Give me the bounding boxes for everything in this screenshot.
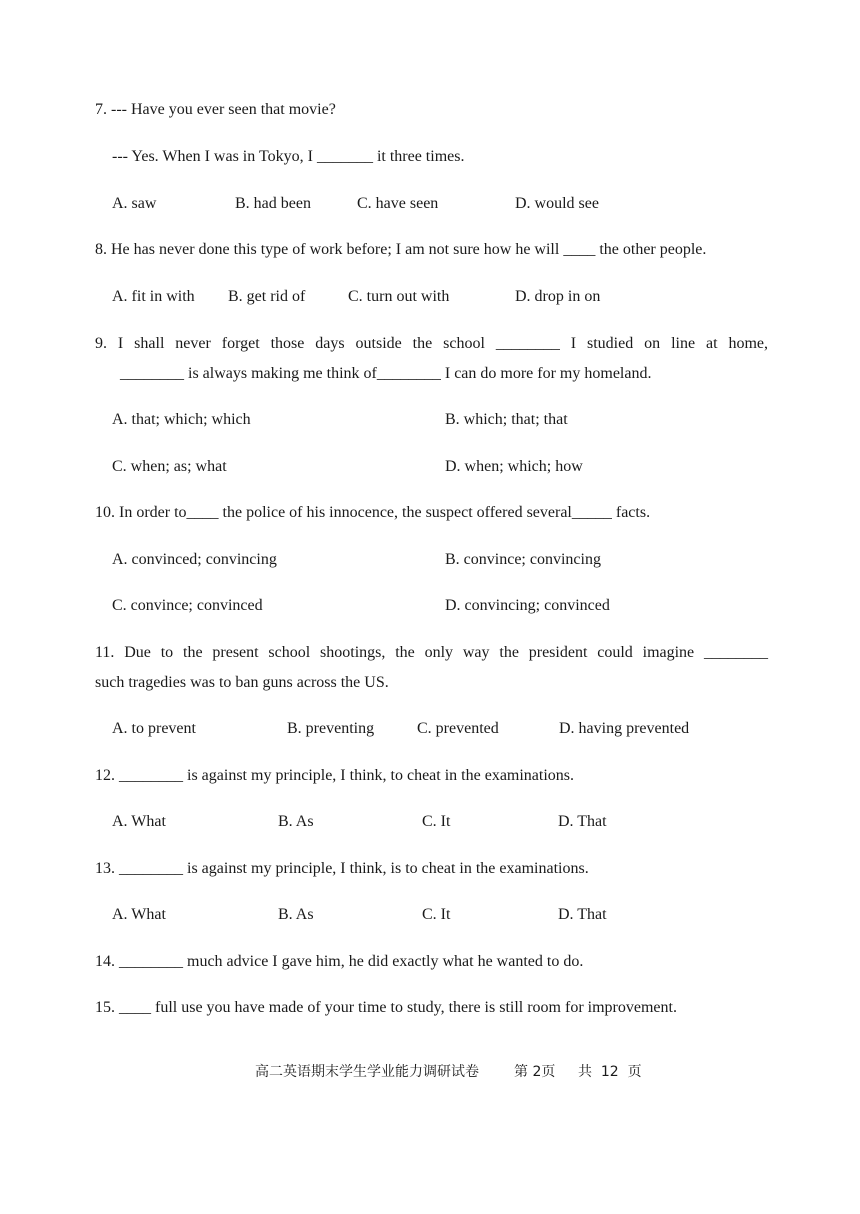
footer-total-pages: 共 12 页	[578, 1064, 642, 1080]
q11-option-a: A. to prevent	[112, 720, 196, 737]
q7-option-b: B. had been	[235, 195, 311, 212]
q7-option-d: D. would see	[515, 195, 599, 212]
q15-stem: 15. ____ full use you have made of your time to study, there is still room for improvement.	[95, 999, 677, 1016]
q13-option-c: C. It	[422, 906, 451, 923]
q9-option-d: D. when; which; how	[445, 458, 583, 475]
q10-option-b: B. convince; convincing	[445, 551, 601, 568]
q13-option-b: B. As	[278, 906, 314, 923]
footer-page-number: 第 2页	[514, 1064, 556, 1080]
q8-option-b: B. get rid of	[228, 288, 306, 305]
q12-option-d: D. That	[558, 813, 607, 830]
q13-option-a: A. What	[112, 906, 166, 923]
q12-stem: 12. ________ is against my principle, I think, to cheat in the examinations.	[95, 767, 575, 784]
q9-stem: 9. I shall never forget those days outside the school ________ I studied on line at home,	[95, 335, 768, 352]
q9-stem-line2: ________ is always making me think of________ I can do more for my homeland.	[120, 365, 652, 382]
q8-stem: 8. He has never done this type of work before; I am not sure how he will ____ the other people.	[95, 241, 707, 258]
q11-option-b: B. preventing	[287, 720, 375, 737]
q11-stem-line2: such tragedies was to ban guns across the US.	[95, 674, 389, 691]
q9-option-b: B. which; that; that	[445, 411, 568, 428]
q12-option-b: B. As	[278, 813, 314, 830]
q11-option-d: D. having prevented	[559, 720, 690, 737]
q10-stem: 10. In order to____ the police of his innocence, the suspect offered several_____ facts.	[95, 504, 651, 521]
q11-option-c: C. prevented	[417, 720, 499, 737]
q9-option-c: C. when; as; what	[112, 458, 227, 475]
q10-option-d: D. convincing; convinced	[445, 597, 610, 614]
q9-option-a: A. that; which; which	[112, 411, 251, 428]
q12-option-a: A. What	[112, 813, 166, 830]
q8-option-c: C. turn out with	[348, 288, 450, 305]
q7-option-a: A. saw	[112, 195, 157, 212]
q12-option-c: C. It	[422, 813, 451, 830]
q8-option-a: A. fit in with	[112, 288, 195, 305]
footer-exam-title: 高二英语期末学生学业能力调研试卷	[255, 1064, 479, 1080]
q13-option-d: D. That	[558, 906, 607, 923]
q7-option-c: C. have seen	[357, 195, 439, 212]
q7-stem-line2: --- Yes. When I was in Tokyo, I _______ it three times.	[112, 148, 465, 165]
q8-option-d: D. drop in on	[515, 288, 601, 305]
q11-stem: 11. Due to the present school shootings, the only way the president could imagine ________	[95, 644, 768, 661]
q13-stem: 13. ________ is against my principle, I think, is to cheat in the examinations.	[95, 860, 589, 877]
q10-option-a: A. convinced; convincing	[112, 551, 277, 568]
q7-stem: 7. --- Have you ever seen that movie?	[95, 101, 336, 118]
q10-option-c: C. convince; convinced	[112, 597, 263, 614]
q14-stem: 14. ________ much advice I gave him, he did exactly what he wanted to do.	[95, 953, 584, 970]
